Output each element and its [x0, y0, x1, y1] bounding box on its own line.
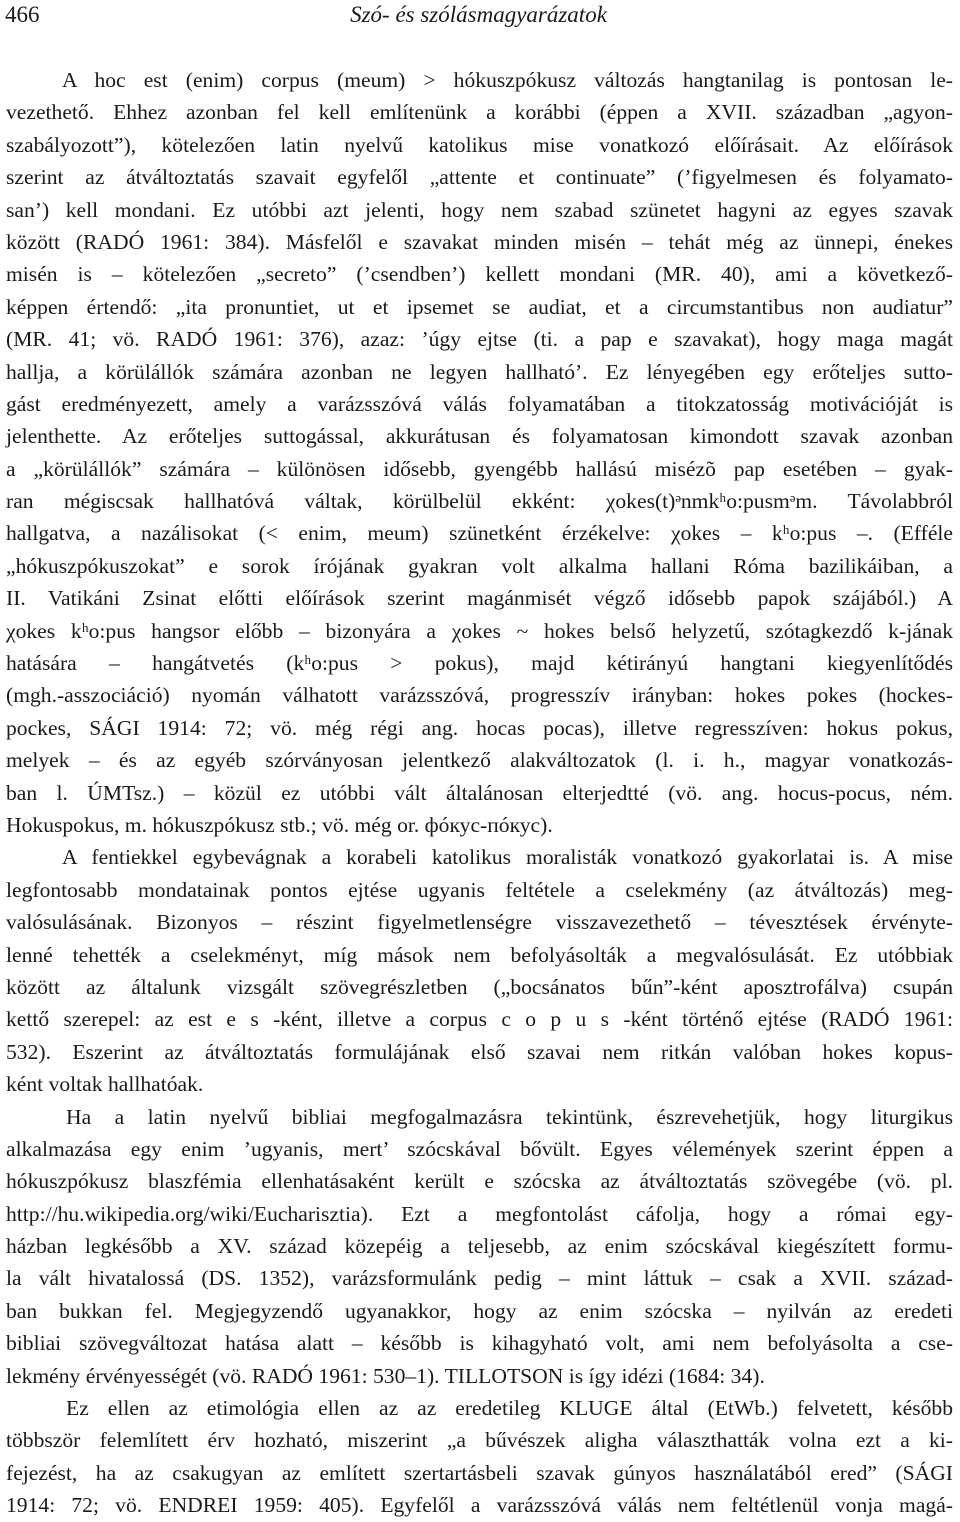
text-line: http://hu.wikipedia.org/wiki/Eucharisztia). Ezt a megfontolást cáfolja, hogy a római egy- — [6, 1201, 953, 1226]
text-line: (mgh.-asszociáció) nyomán válhatott varázsszóvá, progresszív irányban: hokes pokes (hockes- — [6, 683, 953, 708]
text-line: 532). Eszerint az átváltoztatás formulájának első szavai nem ritkán valóban hokes kopus- — [6, 1039, 953, 1064]
text-line: Ez ellen az etimológia ellen az az eredetileg KLUGE által (EtWb.) felvetett, később — [66, 1396, 953, 1421]
text-line: misén is – kötelezően „secreto” (’csendben’) kellett mondani (MR. 40), ami a következő- — [6, 262, 953, 287]
page-header — [5, 2, 952, 34]
text-line: lenné tehették a cselekményt, míg mások nem befolyásolták a megvalósulását. Ez utóbbiak — [6, 942, 953, 967]
text-line: la vált hivatalossá (DS. 1352), varázsformulánk pedig – mint láttuk – csak a XVII. század- — [6, 1266, 953, 1291]
text-line: „hókuszpókuszokat” e sorok írójának gyakran volt alkalma hallani Róma bazilikáiban, a — [6, 553, 953, 578]
text-line: san’) kell mondani. Ez utóbbi azt jelenti, hogy nem szabad szünetet hagyni az egyes szavak — [6, 197, 953, 222]
text-line: szerint az átváltoztatás szavait egyfelől „attente et continuate” (’figyelmesen és folyamato- — [6, 165, 953, 190]
text-line: hatására – hangátvetés (kʰo:pus > pokus), majd kétirányú hangtani kiegyenlítődés — [6, 651, 953, 676]
text-line: melyek – és az egyéb szórványosan jelentkező alakváltozatok (l. i. h., magyar vonatkozás- — [6, 748, 953, 773]
text-line: kettő szerepel: az est e s -ként, illetve a corpus c o p u s -ként történő ejtése (RADÓ 1961: — [6, 1007, 953, 1032]
text-line: II. Vatikáni Zsinat előtti előírások szerint magánmisét végző idősebb papok szájából.) A — [6, 586, 953, 611]
text-line: között (RADÓ 1961: 384). Másfelől e szavakat minden misén – tehát még az ünnepi, énekes — [6, 229, 953, 254]
text-line: vezethető. Ehhez azonban fel kell említenünk a korábbi (éppen a XVII. században „agyon- — [6, 100, 953, 125]
text-line: hallja, a körülállók számára azonban ne legyen hallható’. Ez lényegében egy erőteljes suttо- — [6, 359, 953, 384]
text-line: a „körülállók” számára – különösen idősebb, gyengébb hallású misézõ pap esetében – gyak- — [6, 456, 953, 481]
running-title: Szó- és szólásmagyarázatok — [350, 2, 607, 27]
text-line: házban legkésőbb a XV. század közepéig a teljesebb, az enim szócskával kiegészített formu- — [6, 1234, 953, 1259]
text-line: legfontosabb mondatainak pontos ejtése ugyanis feltétele a cselekmény (az átváltozás) meg- — [6, 877, 953, 902]
text-line: (MR. 41; vö. RADÓ 1961: 376), azaz: ’úgy ejtse (ti. a pap e szavakat), hogy maga magát — [6, 327, 953, 352]
text-line: gást eredményezett, amely a varázsszóvá válás folyamatában a titokzatosság motivációját is — [6, 391, 953, 416]
text-line: szabályozott”), kötelezően latin nyelvű katolikus mise vonatkozó előírásait. Az előírások — [6, 132, 953, 157]
text-line: ban l. ÚMTsz.) – közül ez utóbbi vált általánosan elterjedtté (vö. ang. hocus-pocus, ném. — [6, 780, 953, 805]
text-line: lekmény érvényességét (vö. RADÓ 1961: 530–1). TILLOTSON is így idézi (1684: 34). — [6, 1363, 765, 1388]
text-line: többször felemlített érv hozható, miszerint „a bűvészek aligha választhatták volna ezt a ki- — [6, 1428, 953, 1453]
text-line: A hoc est (enim) corpus (meum) > hókuszpókusz változás hangtanilag is pontosan le- — [62, 68, 953, 92]
text-line: alkalmazása egy enim ’ugyanis, mert’ szócskával bővült. Egyes vélemények szerint éppen a — [6, 1136, 953, 1161]
text-line: ban bukkan fel. Megjegyzendő ugyanakkor, hogy az enim szócska – nyilván az eredeti — [6, 1298, 953, 1323]
text-line: hallgatva, a nazálisokat (< enim, meum) szünetként érzékelve: χokes – kʰo:pus –. (Efféle — [6, 521, 953, 546]
text-line: pockes, SÁGI 1914: 72; vö. még régi ang. hocas pocas), illetve regresszíven: hokus pokus, — [6, 715, 953, 740]
body-text — [6, 64, 953, 1522]
text-line: között az általunk vizsgált szövegrészletben („bocsánatos bűn”-ként aposztrofálva) csupán — [6, 974, 953, 999]
text-line: hókuszpókusz blaszfémia ellenhatásaként került e szócska az átváltoztatás szövegébe (vö. pl. — [6, 1169, 953, 1194]
text-line: A fentiekkel egybevágnak a korabeli katolikus moralisták vonatkozó gyakorlatai is. A mise — [62, 845, 953, 870]
page-number: 466 — [5, 2, 40, 27]
text-line: fejezést, ha az csakugyan az említett szertartásbeli szavak gúnyos használatából ered” (SÁGI — [6, 1460, 953, 1485]
text-line: 1914: 72; vö. ENDREI 1959: 405). Egyfelől a varázsszóvá válás nem feltétlenül vonja magá- — [6, 1493, 953, 1518]
text-line: Ha a latin nyelvű bibliai megfogalmazásra tekintünk, észrevehetjük, hogy liturgikus — [66, 1104, 953, 1129]
text-line: χokes kʰo:pus hangsor előbb – bizonyára a χokes ~ hokes belső helyzetű, szótagkezdő k-jának — [6, 618, 953, 643]
text-line: Hokuspokus, m. hókuszpókusz stb.; vö. még or. фóкус-пóкус). — [6, 812, 553, 837]
text-line: jelenthette. Az erőteljes suttogással, akkurátusan és folyamatosan kimondott szavak azonban — [6, 424, 953, 449]
text-line: képpen értendő: „ita pronuntiet, ut et ipsemet se audiat, et a circumstantibus non audiatur” — [6, 294, 953, 319]
text-line: ként voltak hallhatóak. — [6, 1072, 204, 1097]
text-line: ran mégiscsak hallhatóvá váltak, körülbelül ekként: χokes(t)ᵊnmkʰo:pusmᵊm. Távolabbról — [6, 489, 953, 514]
text-line: bibliai szövegváltozat hatása alatt – később is kihagyható volt, ami nem befolyásolta a cse- — [6, 1331, 953, 1356]
text-line: valósulásának. Bizonyos – részint figyelmetlenségre visszavezethető – tévesztések érvénytе- — [6, 910, 953, 935]
